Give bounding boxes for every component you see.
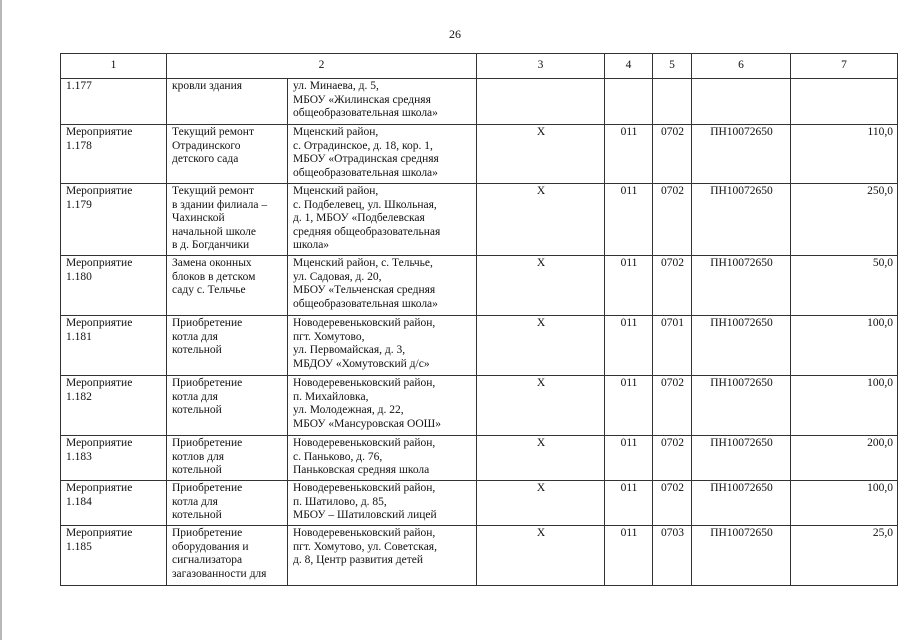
section-code-cell (653, 79, 692, 125)
event-id-cell (61, 125, 167, 184)
amount-cell-text: 100,0 (867, 377, 893, 389)
column-header-1: 1 (61, 54, 167, 79)
section-code-cell-text: 0701 (661, 317, 684, 329)
table-row (61, 436, 898, 481)
section-code-cell-text: 0702 (661, 126, 684, 138)
event-name-cell (167, 481, 288, 526)
code-cell-text: 011 (620, 482, 638, 494)
section-code-cell (653, 184, 692, 256)
amount-cell-text: 200,0 (867, 437, 893, 449)
target-article-cell (692, 481, 791, 526)
target-article-cell-text: ПН10072650 (710, 257, 773, 269)
code-cell-text: 011 (620, 317, 638, 329)
address-cell (288, 376, 477, 436)
table-row (61, 316, 898, 376)
table-row (61, 376, 898, 436)
event-name-cell-text: кровли здания (172, 80, 243, 92)
event-name-cell-text: Текущий ремонт в здании филиала – Чахинской начальной школе в д. Богданчики (172, 185, 268, 252)
column-header-7: 7 (791, 54, 898, 79)
amount-cell (791, 316, 898, 376)
event-id-cell-text: Мероприятие 1.183 (66, 437, 133, 463)
address-cell-text: Мценский район, с. Тельчье, ул. Садовая, д. 20, МБОУ «Тельченская средняя общеобразовательная школа» (293, 257, 438, 310)
address-cell-text: Мценский район, с. Подбелевец, ул. Школьная, д. 1, МБОУ «Подбелевская средняя общеобразовательная школа» (293, 185, 441, 252)
amount-cell-text: 100,0 (867, 482, 893, 494)
budget-table (60, 53, 898, 586)
column-header-2: 2 (167, 54, 477, 79)
mark-cell-text: Х (536, 317, 546, 329)
mark-cell-text: Х (536, 257, 546, 269)
event-name-cell (167, 376, 288, 436)
event-id-cell (61, 256, 167, 316)
address-cell (288, 526, 477, 586)
section-code-cell (653, 316, 692, 376)
amount-cell (791, 481, 898, 526)
mark-cell (477, 184, 605, 256)
table-row (61, 526, 898, 586)
target-article-cell (692, 376, 791, 436)
mark-cell (477, 125, 605, 184)
code-cell (605, 125, 653, 184)
event-name-cell (167, 316, 288, 376)
event-name-cell (167, 79, 288, 125)
table-row (61, 256, 898, 316)
event-id-cell (61, 79, 167, 125)
mark-cell (477, 481, 605, 526)
event-name-cell-text: Приобретение котла для котельной (172, 317, 243, 357)
address-cell (288, 79, 477, 125)
amount-cell-text: 250,0 (867, 185, 893, 197)
event-id-cell-text: Мероприятие 1.185 (66, 527, 133, 553)
address-cell (288, 125, 477, 184)
amount-cell (791, 526, 898, 586)
amount-cell (791, 436, 898, 481)
section-code-cell-text: 0702 (661, 482, 684, 494)
target-article-cell (692, 79, 791, 125)
event-name-cell-text: Текущий ремонт Отрадинского детского сада (172, 126, 254, 166)
code-cell (605, 376, 653, 436)
mark-cell (477, 526, 605, 586)
code-cell (605, 79, 653, 125)
event-id-cell (61, 376, 167, 436)
event-id-cell (61, 481, 167, 526)
page-number: 26 (449, 27, 461, 41)
page-edge-rule (0, 0, 2, 640)
event-name-cell-text: Приобретение котла для котельной (172, 377, 243, 417)
amount-cell (791, 256, 898, 316)
target-article-cell-text: ПН10072650 (710, 437, 773, 449)
code-cell (605, 481, 653, 526)
code-cell-text: 011 (620, 527, 638, 539)
address-cell-text: Новодеревеньковский район, п. Шатилово, д. 85, МБОУ – Шатиловский лицей (293, 482, 437, 522)
amount-cell (791, 376, 898, 436)
event-name-cell-text: Приобретение оборудования и сигнализатора загазованности для (172, 527, 267, 580)
section-code-cell (653, 256, 692, 316)
event-id-cell (61, 436, 167, 481)
target-article-cell-text: ПН10072650 (710, 377, 773, 389)
section-code-cell (653, 481, 692, 526)
address-cell (288, 316, 477, 376)
event-name-cell (167, 184, 288, 256)
address-cell-text: Новодеревеньковский район, пгт. Хомутово, ул. Первомайская, д. 3, МБДОУ «Хомутовский д/с» (293, 317, 436, 370)
table-row (61, 481, 898, 526)
mark-cell-text: Х (536, 377, 546, 389)
table-row (61, 184, 898, 256)
amount-cell (791, 79, 898, 125)
section-code-cell-text: 0702 (661, 377, 684, 389)
section-code-cell-text: 0702 (661, 257, 684, 269)
code-cell (605, 436, 653, 481)
address-cell (288, 481, 477, 526)
column-header-5: 5 (653, 54, 692, 79)
code-cell (605, 256, 653, 316)
mark-cell (477, 79, 605, 125)
amount-cell-text: 50,0 (872, 257, 893, 269)
code-cell-text: 011 (620, 257, 638, 269)
address-cell-text: Новодеревеньковский район, с. Паньково, д. 76, Паньковская средняя школа (293, 437, 436, 477)
code-cell-text: 011 (620, 185, 638, 197)
target-article-cell-text: ПН10072650 (710, 527, 773, 539)
event-id-cell (61, 526, 167, 586)
address-cell (288, 256, 477, 316)
column-header-4: 4 (605, 54, 653, 79)
amount-cell (791, 125, 898, 184)
event-name-cell-text: Замена оконных блоков в детском саду с. Тельчье (172, 257, 256, 297)
target-article-cell (692, 436, 791, 481)
event-id-cell-text: 1.177 (66, 80, 92, 92)
event-name-cell-text: Приобретение котлов для котельной (172, 437, 243, 477)
target-article-cell (692, 526, 791, 586)
mark-cell (477, 376, 605, 436)
mark-cell-text: Х (536, 437, 546, 449)
section-code-cell-text: 0702 (661, 437, 684, 449)
target-article-cell (692, 256, 791, 316)
table-row (61, 79, 898, 125)
event-id-cell-text: Мероприятие 1.179 (66, 185, 133, 211)
code-cell-text: 011 (620, 126, 638, 138)
code-cell (605, 184, 653, 256)
event-id-cell (61, 316, 167, 376)
code-cell (605, 526, 653, 586)
target-article-cell (692, 316, 791, 376)
target-article-cell (692, 125, 791, 184)
event-name-cell (167, 436, 288, 481)
event-id-cell-text: Мероприятие 1.182 (66, 377, 133, 403)
section-code-cell-text: 0702 (661, 185, 684, 197)
code-cell-text: 011 (620, 437, 638, 449)
target-article-cell-text: ПН10072650 (710, 317, 773, 329)
column-header-3: 3 (477, 54, 605, 79)
event-name-cell (167, 125, 288, 184)
event-id-cell-text: Мероприятие 1.184 (66, 482, 133, 508)
section-code-cell (653, 526, 692, 586)
section-code-cell (653, 436, 692, 481)
section-code-cell (653, 125, 692, 184)
event-id-cell-text: Мероприятие 1.178 (66, 126, 133, 152)
event-id-cell (61, 184, 167, 256)
address-cell-text: Мценский район, с. Отрадинское, д. 18, кор. 1, МБОУ «Отрадинская средняя общеобразовательная школа» (293, 126, 439, 179)
address-cell-text: ул. Минаева, д. 5, МБОУ «Жилинская средняя общеобразовательная школа» (293, 80, 438, 120)
address-cell-text: Новодеревеньковский район, пгт. Хомутово, ул. Советская, д. 8, Центр развития детей (293, 527, 437, 567)
mark-cell-text: Х (536, 185, 546, 197)
target-article-cell-text: ПН10072650 (710, 185, 773, 197)
address-cell-text: Новодеревеньковский район, п. Михайловка, ул. Молодежная, д. 22, МБОУ «Мансуровская ООШ» (293, 377, 441, 430)
amount-cell-text: 25,0 (872, 527, 893, 539)
code-cell-text: 011 (620, 377, 638, 389)
mark-cell (477, 256, 605, 316)
target-article-cell-text: ПН10072650 (710, 126, 773, 138)
mark-cell-text: Х (536, 482, 546, 494)
table-row (61, 125, 898, 184)
event-name-cell (167, 256, 288, 316)
target-article-cell (692, 184, 791, 256)
target-article-cell-text: ПН10072650 (710, 482, 773, 494)
event-id-cell-text: Мероприятие 1.181 (66, 317, 133, 343)
amount-cell-text: 100,0 (867, 317, 893, 329)
mark-cell (477, 436, 605, 481)
event-id-cell-text: Мероприятие 1.180 (66, 257, 133, 283)
column-header-6: 6 (692, 54, 791, 79)
code-cell (605, 316, 653, 376)
mark-cell-text: Х (536, 126, 546, 138)
mark-cell-text: Х (536, 527, 546, 539)
section-code-cell-text: 0703 (661, 527, 684, 539)
event-name-cell-text: Приобретение котла для котельной (172, 482, 243, 522)
section-code-cell (653, 376, 692, 436)
header-row (61, 54, 898, 79)
mark-cell (477, 316, 605, 376)
amount-cell-text: 110,0 (867, 126, 893, 138)
address-cell (288, 436, 477, 481)
amount-cell (791, 184, 898, 256)
event-name-cell (167, 526, 288, 586)
address-cell (288, 184, 477, 256)
